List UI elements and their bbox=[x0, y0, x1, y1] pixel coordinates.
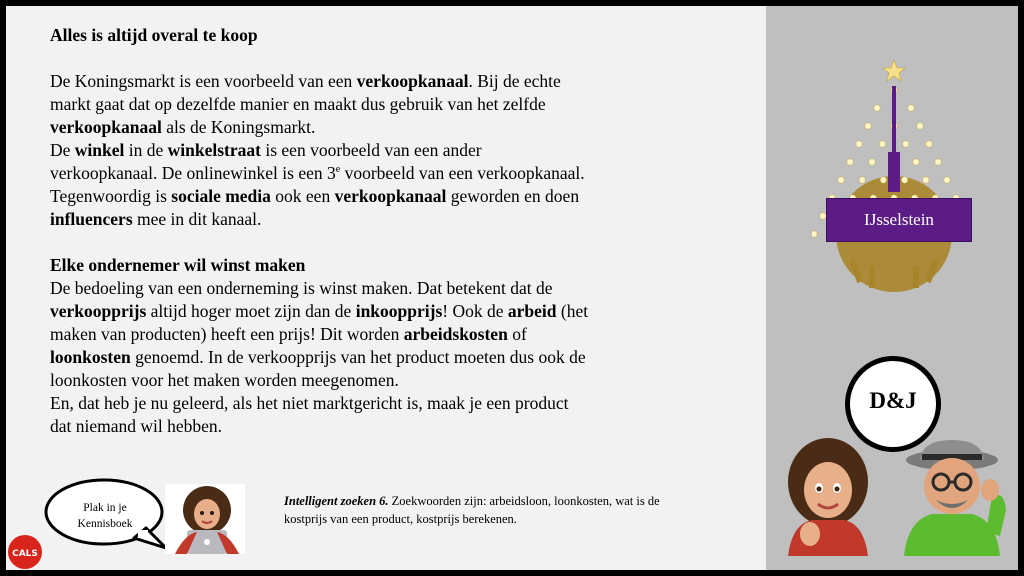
p2-run: De bbox=[50, 140, 75, 160]
paragraph-3 bbox=[50, 277, 590, 392]
p2-run: sociale media bbox=[171, 186, 271, 206]
star-dot bbox=[879, 141, 885, 147]
star-dot bbox=[902, 141, 908, 147]
p3-run: ! Ook de bbox=[442, 301, 508, 321]
p2-run: geworden en doen bbox=[446, 186, 580, 206]
p2-run: voorbeeld van een verkoopkanaal. Tegenwoordig is bbox=[50, 163, 585, 206]
p3-run: inkoopprijs bbox=[355, 301, 443, 321]
search-tip-label: Intelligent zoeken 6. bbox=[284, 494, 389, 508]
cals-logo-text: CALS bbox=[12, 549, 38, 559]
bubble-text: Plak in je Kennisboek bbox=[77, 502, 133, 530]
p3-run: De bedoeling van een onderneming is winst maken. Dat betekent dat de bbox=[50, 278, 553, 298]
p3-run: arbeid bbox=[507, 301, 557, 321]
text-body bbox=[50, 24, 590, 438]
p2-run: winkelstraat bbox=[167, 140, 261, 160]
star-dot bbox=[944, 177, 950, 183]
search-tip bbox=[284, 492, 664, 528]
paragraph-1 bbox=[50, 70, 590, 139]
ijsselstein-tower-logo bbox=[812, 56, 972, 302]
p3-run: of bbox=[507, 324, 527, 344]
laptop-avatar-image bbox=[165, 484, 245, 554]
p3-run: genoemd. In de verkoopprijs van het product moeten dus ook de loonkosten voor het maken worden meegenomen. bbox=[50, 347, 586, 390]
p2-run: verkoopkanaal bbox=[334, 186, 447, 206]
star-dot bbox=[901, 177, 907, 183]
star-dot bbox=[865, 123, 871, 129]
paragraph-4: En, dat heb je nu geleerd, als het niet marktgericht is, maak je een product dat niemand wil hebben. bbox=[50, 393, 569, 436]
star-dot bbox=[926, 141, 932, 147]
paragraph-2 bbox=[50, 139, 590, 231]
p2-run: influencers bbox=[50, 209, 133, 229]
page-title: Alles is altijd overal te koop bbox=[50, 25, 258, 45]
p3-run: arbeidskosten bbox=[403, 324, 508, 344]
p2-run: ook een bbox=[270, 186, 335, 206]
star-dot bbox=[869, 159, 875, 165]
p1-run: als de Koningsmarkt. bbox=[161, 117, 316, 137]
man-memoji bbox=[896, 440, 1014, 556]
p2-run: is een voorbeeld van een ander verkoopkanaal. De onlinewinkel is een 3 bbox=[50, 140, 482, 183]
star-dot bbox=[874, 105, 880, 111]
p2-run: mee in dit kanaal. bbox=[132, 209, 262, 229]
search-tip-text: Zoekwoorden zijn: arbeidsloon, loonkosten, wat is de kostprijs van een product, kostprijs berekenen. bbox=[284, 494, 660, 526]
p3-run: loonkosten bbox=[50, 347, 131, 367]
p3-run: altijd hoger moet zijn dan de bbox=[146, 301, 356, 321]
p1-run: . Bij de echte markt gaat dat op dezelfde manier en maakt dus gebruik van het zelfde bbox=[50, 71, 561, 114]
section-heading: Elke ondernemer wil winst maken bbox=[50, 255, 306, 275]
p2-run: in de bbox=[124, 140, 168, 160]
star-dot bbox=[856, 141, 862, 147]
p2-run: e bbox=[335, 164, 341, 176]
star-dot bbox=[880, 177, 886, 183]
p2-run: winkel bbox=[74, 140, 125, 160]
star-dot bbox=[812, 231, 817, 237]
p1-run: De Koningsmarkt is een voorbeeld van een bbox=[50, 71, 357, 91]
star-dot bbox=[913, 159, 919, 165]
dj-badge-text: D&J bbox=[869, 388, 917, 413]
star-dot bbox=[859, 177, 865, 183]
p1-run: verkoopkanaal bbox=[356, 71, 469, 91]
cals-logo bbox=[7, 534, 43, 570]
star-dot bbox=[847, 159, 853, 165]
star-dot bbox=[935, 159, 941, 165]
star-dot bbox=[838, 177, 844, 183]
p1-run: verkoopkanaal bbox=[50, 117, 162, 137]
ijsselstein-label: IJsselstein bbox=[826, 198, 972, 242]
p3-run: verkoopprijs bbox=[50, 301, 147, 321]
star-dot bbox=[917, 123, 923, 129]
p3-run: (het maken van producten) heeft een prijs! Dit worden bbox=[50, 301, 589, 344]
star-dot bbox=[908, 105, 914, 111]
star-dot bbox=[923, 177, 929, 183]
woman-memoji bbox=[782, 438, 872, 556]
